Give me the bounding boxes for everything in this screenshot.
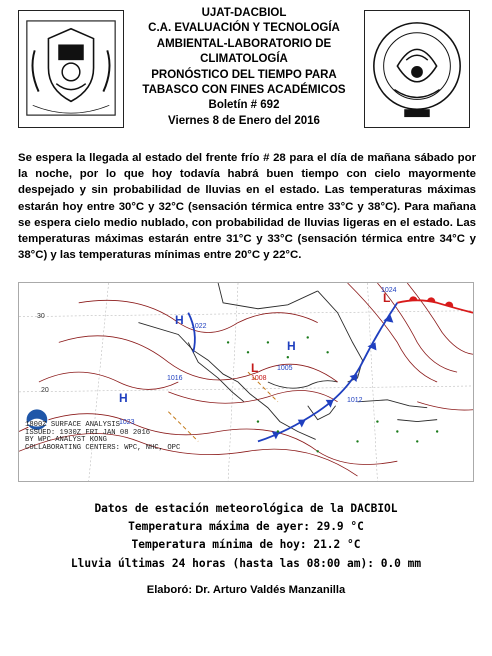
low-pressure-label: L: [383, 291, 391, 305]
bulletin-header: [128, 6, 360, 129]
pressure-value: 1023: [119, 419, 135, 426]
station-title: Datos de estación meteorológica de la DACBIOL: [94, 502, 398, 515]
dacbiol-logo: [364, 10, 470, 128]
bulletin-date: Viernes 8 de Enero del 2016: [168, 114, 320, 127]
rainfall: Lluvia últimas 24 horas (hasta las 08:00 am): 0.0 mm: [70, 556, 422, 570]
high-pressure-label: H: [119, 391, 128, 405]
pressure-value: 1005: [277, 365, 293, 372]
ujat-crest-icon: [19, 11, 123, 127]
lat-label: 30: [37, 313, 45, 320]
author-credit: Elaboró: Dr. Arturo Valdés Manzanilla: [146, 584, 346, 596]
max-temp: Temperatura máxima de ayer: 29.9 °C: [128, 520, 364, 534]
pressure-value: 1022: [191, 323, 207, 330]
header-line: AMBIENTAL-LABORATORIO DE: [156, 37, 332, 50]
min-temp: Temperatura mínima de hoy: 21.2 °C: [131, 538, 361, 552]
pressure-value: 1016: [167, 375, 183, 382]
header-line: C.A. EVALUACIÓN Y TECNOLOGÍA: [148, 22, 340, 35]
pressure-value: 1024: [381, 287, 397, 294]
header-line: TABASCO CON FINES ACADÉMICOS: [142, 84, 346, 97]
header-line: CLIMATOLOGÍA: [200, 53, 288, 66]
map-caption: [25, 422, 180, 452]
low-pressure-label: L: [251, 361, 259, 375]
forecast-text: Se espera la llegada al estado del frente frío # 28 para el día de mañana sábado por la noche, por lo que hoy todavía habrá buen tiempo con cielo mayormente despejado y sin probabilidad de lluvias en el estado. Las temperaturas máximas estarán hoy entre 30°C y 32°C (sensación térmica entre 33°C y 38°C). Para mañana se espera cielo medio nublado, con probabilidad de lluvias ligeras en el estado. Las temperaturas máximas estarán entre 31°C y 33°C (sensación térmica entre 34°C y 38°C) y las temperaturas mínimas entre 20°C y 22°C.: [18, 152, 476, 262]
high-pressure-label: H: [175, 313, 184, 327]
station-data: [0, 500, 492, 573]
surface-analysis-map: [18, 282, 474, 482]
map-caption-line: BY WPC ANALYST KONG: [25, 436, 107, 445]
header-line: PRONÓSTICO DEL TIEMPO PARA: [151, 68, 337, 81]
high-pressure-label: H: [287, 339, 296, 353]
map-caption-line: 1800Z SURFACE ANALYSIS: [25, 421, 120, 429]
map-caption-line: COLLABORATING CENTERS: WPC, NHC, OPC: [25, 443, 181, 452]
ujat-logo: [18, 10, 124, 128]
dacbiol-seal-icon: [365, 11, 469, 127]
map-caption-line: ISSUED: 1930Z FRI JAN 08 2016: [25, 428, 151, 437]
lat-label: 20: [41, 387, 49, 394]
bulletin-number: Boletín # 692: [208, 99, 280, 112]
pressure-value: 1008: [251, 375, 267, 382]
header-line: UJAT-DACBIOL: [201, 7, 287, 19]
pressure-value: 1012: [347, 397, 363, 404]
